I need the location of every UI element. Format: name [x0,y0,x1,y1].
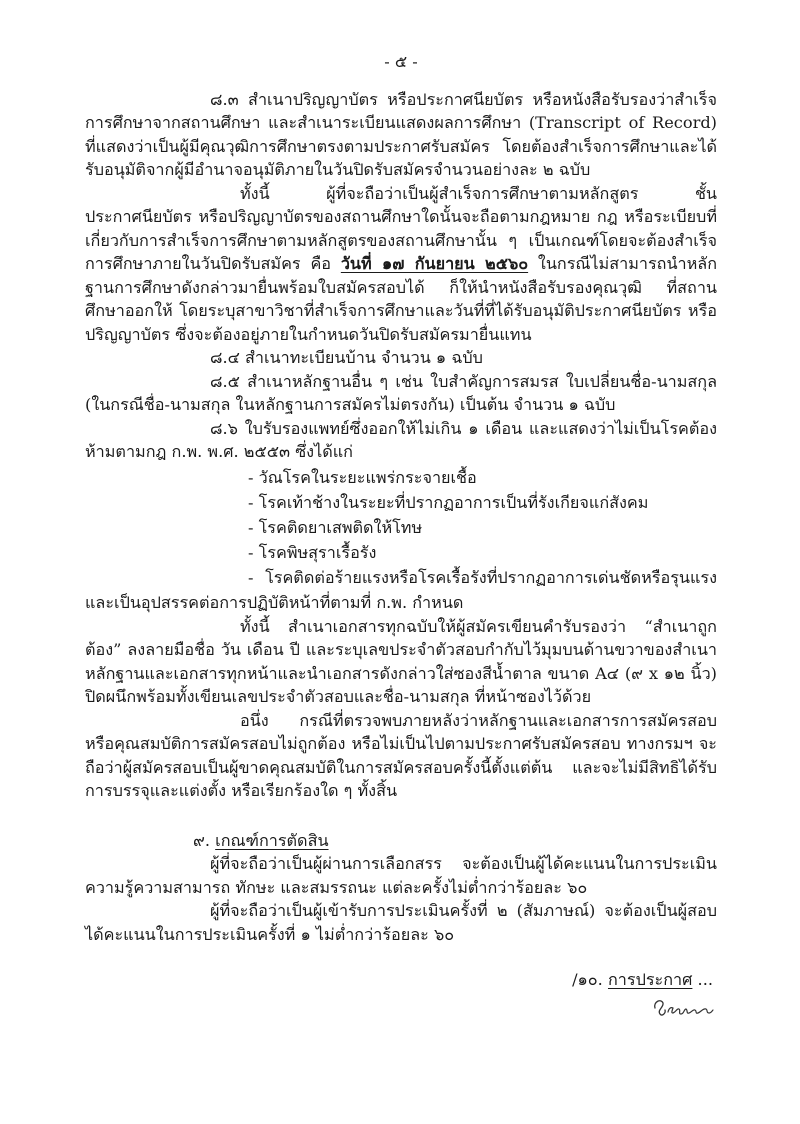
continuation-marker [85,968,717,992]
continuation-suffix: ... [692,970,713,989]
section-number: ๙. [193,830,211,850]
handwritten-signature-icon [651,994,715,1022]
item-8-4: ๘.๔ สำเนาทะเบียนบ้าน จำนวน ๑ ฉบับ [210,348,483,367]
page-number: - ๕ - [384,52,418,71]
graduation-note-text-before: ทั้งนี้ ผู้ที่จะถือว่าเป็นผู้สำเร็จการศึกษาตามหลักสูตร ชั้นประกาศนียบัตร หรือปริญญาบัตรของสถานศึกษาใดนั้นจะถือตามกฎหมาย กฎ หรือระเบียบที่เกี่ยวกับการสำเร็จการศึกษาตามหลักสูตรของสถานศึกษานั้น ๆ เป็นเกณฑ์โดยจะต้องสำเร็จการศึกษาภายในวันปิดรับสมัคร คือ [85,183,717,273]
disqualification-note: อนึ่ง กรณีที่ตรวจพบภายหลังว่าหลักฐานและเอกสารการสมัครสอบ หรือคุณสมบัติการสมัครสอบไม่ถูกต้อง หรือไม่เป็นไปตามประกาศรับสมัครสอบ ทางกรมฯ จะถือว่าผู้สมัครสอบเป็นผู้ขาดคุณสมบัติในการสมัครสอบครั้งนี้ตั้งแต่ต้น และจะไม่มีสิทธิได้รับการบรรจุและแต่งตั้ง หรือเรียกร้องใด ๆ ทั้งสิ้น [85,710,717,800]
criteria-paragraph: ผู้ที่จะถือว่าเป็นผู้เข้ารับการประเมินครั้งที่ ๒ (สัมภาษณ์) จะต้องเป็นผู้สอบได้คะแนนในการประเมินครั้งที่ ๑ ไม่ต่ำกว่าร้อยละ ๖๐ [85,901,717,944]
continuation-label: การประกาศ [607,970,693,989]
continuation-prefix: /๑๐. [572,970,608,989]
criteria-paragraph: ผู้ที่จะถือว่าเป็นผู้ผ่านการเลือกสรร จะต้องเป็นผู้ได้คะแนนในการประเมินความรู้ความสามารถ ทักษะ และสมรรถนะ แต่ละครั้งไม่ต่ำกว่าร้อยละ ๖๐ [85,854,717,897]
graduation-note-text-after: ในกรณีไม่สามารถนำหลักฐานการศึกษาดังกล่าวมายื่นพร้อมใบสมัครสอบได้ ก็ให้นำหนังสือรับรองคุณวุฒิ ที่สถานศึกษาออกให้ โดยระบุสาขาวิชาที่สำเร็จการศึกษาและวันที่ที่ได้รับอนุมัติประกาศนียบัตร หรือปริญญาบัตร ซึ่งจะต้องอยู่ภายในกำหนดวันปิดรับสมัครมายื่นแทน [85,254,717,344]
item-8-3: ๘.๓ สำเนาปริญญาบัตร หรือประกาศนียบัตร หรือหนังสือรับรองว่าสำเร็จการศึกษาจากสถานศึกษา และสำเนาระเบียนแสดงผลการศึกษา (Transcript of Record) ที่แสดงว่าเป็นผู้มีคุณวุฒิการศึกษาตรงตามประกาศรับสมัคร โดยต้องสำเร็จการศึกษาและได้รับอนุมัติจากผู้มีอำนาจอนุมัติภายในวันปิดรับสมัครจำนวนอย่างละ ๒ ฉบับ [85,89,717,179]
disease-item: - โรคติดยาเสพติดให้โทษ [248,517,423,537]
signature [85,994,717,1024]
section-9-heading [85,829,717,853]
prohibited-disease-list [85,465,717,615]
disease-item: - โรคพิษสุราเรื้อรัง [248,542,377,562]
graduation-note [85,182,717,347]
disease-item: - โรคติดต่อร้ายแรงหรือโรคเรื้อรังที่ปรากฏอาการเด่นชัดหรือรุนแรงและเป็นอุปสรรคต่อการปฏิบัติหน้าที่ตามที่ ก.พ. กำหนด [85,567,717,612]
copy-certification-note: ทั้งนี้ สำเนาเอกสารทุกฉบับให้ผู้สมัครเขียนคำรับรองว่า “สำเนาถูกต้อง” ลงลายมือชื่อ วัน เดือน ปี และระบุเลขประจำตัวสอบกำกับไว้มุมบนด้านขวาของสำเนาหลักฐานและเอกสารทุกหน้าและนำเอกสารดังกล่าวใส่ซองสีน้ำตาล ขนาด A๔ (๙ x ๑๒ นิ้ว) ปิดผนึกพร้อมทั้งเขียนเลขประจำตัวสอบและชื่อ-นามสกุล ที่หน้าซองไว้ด้วย [85,616,717,706]
disease-item: - วัณโรคในระยะแพร่กระจายเชื้อ [248,467,477,487]
section-title: เกณฑ์การตัดสิน [215,830,329,850]
item-8-5: ๘.๕ สำเนาหลักฐานอื่น ๆ เช่น ใบสำคัญการสมรส ใบเปลี่ยนชื่อ-นามสกุล (ในกรณีชื่อ-นามสกุล ในหลักฐานการสมัครไม่ตรงกัน) เป็นต้น จำนวน ๑ ฉบับ [85,371,717,414]
application-deadline-date: วันที่ ๑๗ กันยายน ๒๕๖๐ [340,254,529,273]
disease-item: - โรคเท้าช้างในระยะที่ปรากฏอาการเป็นที่รังเกียจแก่สังคม [248,492,649,512]
item-8-6: ๘.๖ ใบรับรองแพทย์ซึ่งออกให้ไม่เกิน ๑ เดือน และแสดงว่าไม่เป็นโรคต้องห้ามตามกฎ ก.พ. พ.ศ. ๒๕๕๓ ซึ่งได้แก่ [85,418,717,461]
